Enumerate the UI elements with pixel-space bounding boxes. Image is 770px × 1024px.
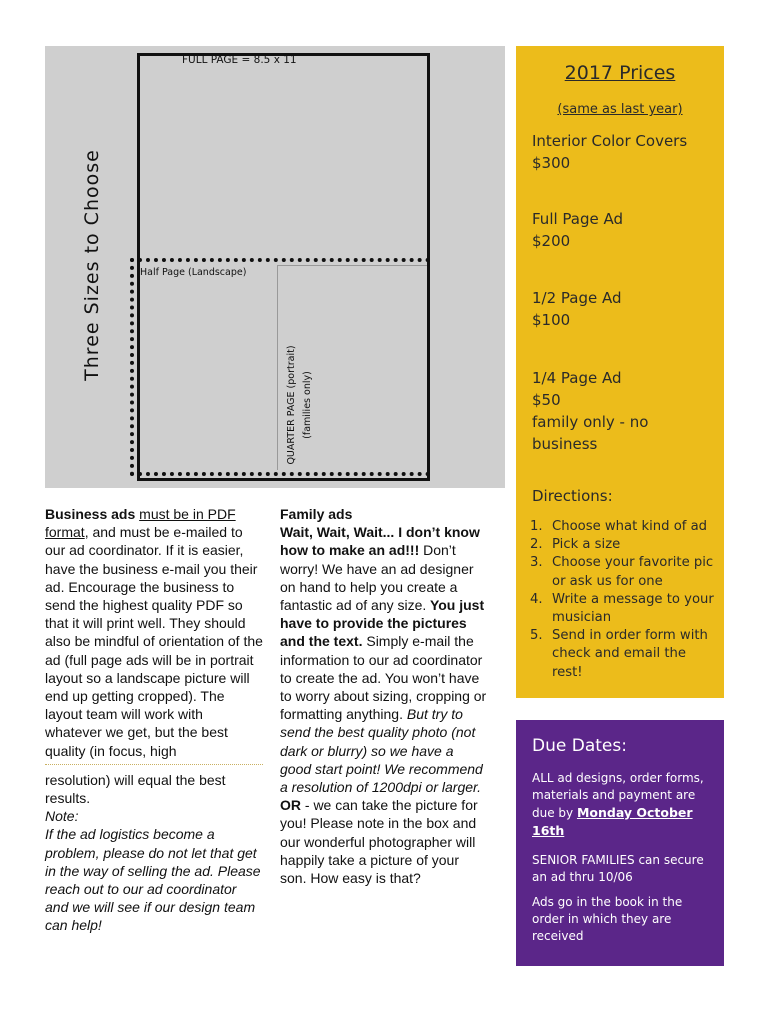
full-page-label: FULL PAGE = 8.5 x 11 [182,54,297,66]
business-ads-body: , and must be e-mailed to our ad coordinator. If it is easier, have the business e-mail you their ad. Encourage the business to send the highest quality PDF so that it will print well. They should also be mindful of orientation of the ad (full page ads will be in portrait layout so a landscape picture will end up getting cropped). The layout team will work with whatever we get, but the best quality (in focus, high [45,524,263,759]
prices-panel [516,46,724,698]
price-item-amount: $100 [532,311,571,329]
prices-subtitle: (same as last year) [557,102,683,117]
price-item-amount: $200 [532,232,571,250]
family-ads-text-3: - we can take the picture for you! Please note in the box and our wonderful photographer will happily take a picture of your son. How easy is that? [280,797,478,887]
family-ads-italic: But try to send the best quality photo (not dark or blurry) so we have a good start point! We recommend a resolution of 1200dpi or larger. [280,706,483,796]
due-dates-panel [516,720,724,966]
business-ads-heading: Business ads [45,506,136,522]
directions-step: 4. Write a message to your musician [530,591,714,626]
family-ads-text-2: Simply e-mail the information to our ad coordinator to create the ad. You won’t have to worry about sizing, cropping or formatting anything. [280,633,487,723]
quarter-page-label: QUARTER PAGE (portrait) [286,345,297,465]
diagram-side-title: Three Sizes to Choose [81,149,103,381]
family-ads-lead: Wait, Wait, Wait... I don’t know how to make an ad!!! [280,524,480,559]
price-item-note: family only - no business [532,413,649,453]
pdf-requirement: must be in PDF format [45,506,236,541]
price-item-half-page [532,287,622,331]
business-ads-body-end: resolution) will equal the best results. [45,771,226,807]
family-ads-or: OR [280,797,301,814]
price-item-amount: $300 [532,154,571,172]
senior-families-note: SENIOR FAMILIES can secure an ad thru 10/06 [532,853,704,884]
price-item-amount: $50 [532,391,561,409]
price-item-quarter-page [532,367,712,455]
directions-step: 5. Send in order form with check and email the rest! [530,628,708,680]
due-date: Monday October 16th [532,805,693,838]
prices-title: 2017 Prices [564,62,676,84]
directions-step: 3. Choose your favorite pic or ask us for one [530,555,714,589]
price-item-name: Interior Color Covers [532,132,688,150]
half-page-label: Half Page (Landscape) [140,267,247,278]
family-ads-section [280,505,488,887]
directions-step: 2. Pick a size [530,537,621,553]
family-ads-text-1: Don’t worry! We have an ad designer on hand to help you create a fantastic ad of any size. [280,542,474,614]
price-item-name: 1/2 Page Ad [532,289,622,307]
due-dates-heading: Due Dates: [532,736,627,756]
price-item-name: 1/4 Page Ad [532,369,622,387]
price-item-name: Full Page Ad [532,210,624,228]
family-ads-heading: Family ads [280,506,353,522]
order-note: Ads go in the book in the order in which they are received [532,895,683,943]
quarter-page-labels [284,345,316,464]
price-item-covers [532,130,687,174]
note-text: If the ad logistics become a problem, please do not let that get in the way of selling the ad. Please reach out to our ad coordinator and we will see if our design team can help! [45,826,261,934]
quarter-page-note: (families only) [302,371,313,439]
directions-heading: Directions: [532,487,613,505]
business-ads-paragraph [45,505,263,765]
note-label: Note: [45,808,79,825]
family-ads-bold-2: You just have to provide the pictures and the text. [280,597,485,650]
directions-list [530,518,720,682]
due-dates-deadline: ALL ad designs, order forms, materials and payment are due by Monday October 16th [532,771,704,838]
directions-step: 1. Choose what kind of ad [530,519,708,534]
business-ads-section [45,505,263,935]
price-item-full-page [532,208,623,252]
family-ads-body [280,523,488,887]
